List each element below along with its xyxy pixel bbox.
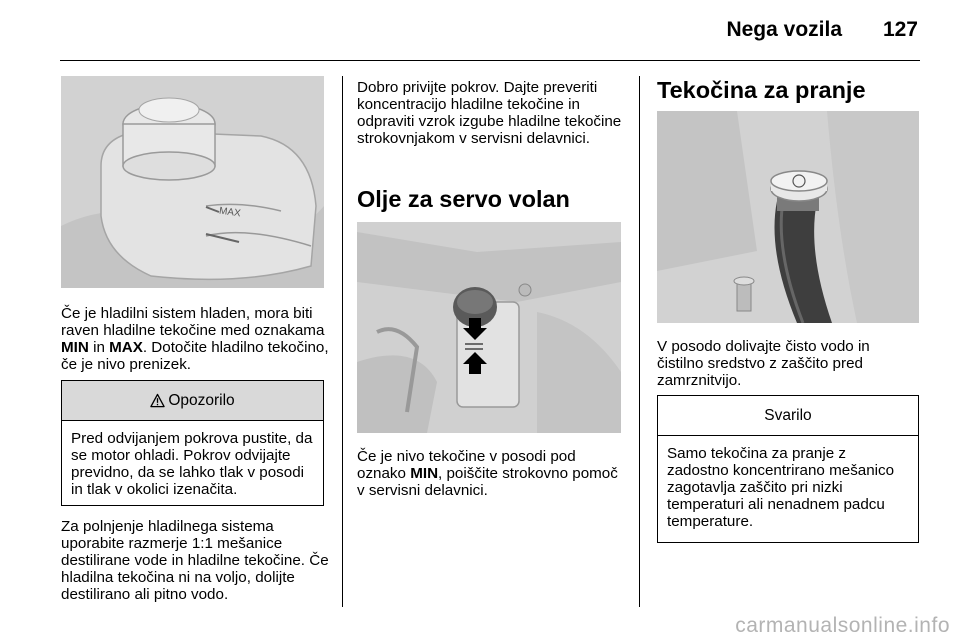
- warning-title: Opozorilo: [168, 391, 235, 409]
- column-separator: [639, 76, 640, 607]
- page-header: [0, 16, 960, 46]
- min-label: MIN: [410, 465, 439, 482]
- power-steering-paragraph: Če je nivo tekočine v posodi pod oznako MIN, poiščite strokovno pomoč v servisni delavnici.: [357, 448, 618, 499]
- power-steering-heading: Olje za servo volan: [357, 186, 570, 212]
- warning-box-header: [62, 381, 323, 421]
- washer-fluid-heading: Tekočina za pranje: [657, 77, 866, 103]
- coolant-level-paragraph: Če je hladilni sistem hladen, mora biti raven hladilne tekočine med oznakama MIN in MAX. Dotočite hladilno tekočino, če je nivo prenizek.: [61, 305, 329, 373]
- notice-title: Svarilo: [764, 406, 812, 424]
- column-separator: [342, 76, 343, 607]
- min-label: MIN: [61, 339, 89, 356]
- warning-box: [61, 380, 324, 506]
- max-mark-label: MAX: [218, 205, 242, 220]
- warning-triangle-icon: [150, 393, 165, 408]
- notice-body: Samo tekočina za pranje z zadostno koncentrirano mešanico zagotavlja zaščito pri nizki temperaturi ali nenadnem padcu temperature.: [667, 445, 895, 530]
- section-title: Nega vozila: [726, 18, 842, 41]
- power-steering-reservoir-image: [357, 222, 621, 433]
- notice-box: [657, 395, 919, 543]
- warning-body: Pred odvijanjem pokrova pustite, da se motor ohladi. Pokrov odvijajte previdno, da se lahko tlak v posodi in tlak v okolici izenačita.: [71, 430, 313, 498]
- coolant-reservoir-image: [61, 76, 324, 288]
- max-label: MAX: [109, 339, 143, 356]
- washer-fluid-reservoir-image: [657, 111, 919, 323]
- coolant-check-paragraph: Dobro privijte pokrov. Dajte preveriti koncentracijo hladilne tekočine in odpraviti vzrok izgube hladilne tekočine strokovnjakom v servisni delavnici.: [357, 79, 622, 147]
- washer-fluid-paragraph: V posodo dolivajte čisto vodo in čistilno sredstvo z zaščito pred zamrznitvijo.: [657, 338, 870, 389]
- header-rule: [60, 60, 920, 61]
- notice-box-header: [658, 396, 918, 436]
- page-number: 127: [882, 18, 918, 41]
- watermark: carmanualsonline.info: [735, 614, 950, 637]
- coolant-fill-paragraph: Za polnjenje hladilnega sistema uporabite razmerje 1:1 mešanice destilirane vode in hladilne tekočine. Če hladilna tekočina ni na voljo, dolijte destilirano ali pitno vodo.: [61, 518, 329, 603]
